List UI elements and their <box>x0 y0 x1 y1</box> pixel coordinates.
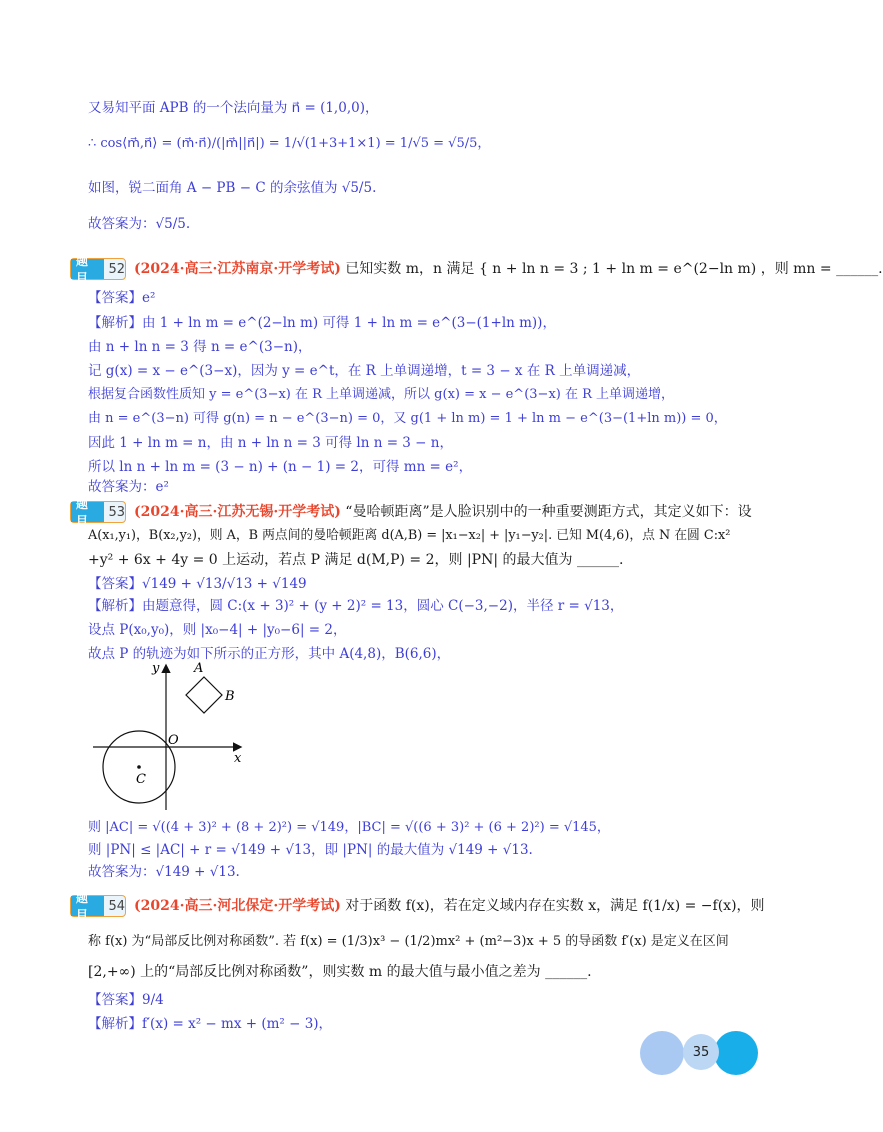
solution-line: 设点 P(x₀,y₀)，则 |x₀−4| + |y₀−6| = 2， <box>88 622 347 638</box>
answer-value: e² <box>142 290 156 306</box>
solution-text: 由 1 + ln m = e^(2−ln m) 可得 1 + ln m = e^(3−(1+ln m))， <box>142 315 556 331</box>
solution-line: 记 g(x) = x − e^(3−x)，因为 y = e^t，在 R 上单调递增，t = 3 − x 在 R 上单调递减， <box>88 363 641 379</box>
page-number: 35 <box>683 1034 719 1070</box>
solution-line: 如图，锐二面角 A − PB − C 的余弦值为 √5/5. <box>88 180 377 196</box>
question-stem: 已知实数 m，n 满足 { n + ln n = 3 ; 1 + ln m = e^(2−ln m) ，则 mn = ______. <box>345 261 883 277</box>
solution-line: 又易知平面 APB 的一个法向量为 n⃗ = (1,0,0)， <box>88 100 379 116</box>
solution-line: 故答案为：√149 + √13. <box>88 864 240 880</box>
answer-label: 【答案】 <box>88 576 142 592</box>
answer-label: 【答案】 <box>88 290 142 306</box>
question-tag-label: 题目 <box>71 502 104 522</box>
answer-value: 9/4 <box>142 992 164 1008</box>
question-52-header <box>134 259 883 279</box>
answer-line <box>88 288 155 308</box>
question-stem: +y² + 6x + 4y = 0 上运动，若点 P 满足 d(M,P) = 2，则 |PN| 的最大值为 ______. <box>88 552 624 568</box>
question-tag-label: 题目 <box>71 259 104 279</box>
coordinate-figure <box>88 660 258 815</box>
question-source: (2024·高三·江苏无锡·开学考试) <box>134 504 341 520</box>
decorative-circle <box>640 1031 684 1075</box>
solution-line: 则 |AC| = √((4 + 3)² + (8 + 2)²) = √149，|BC| = √((6 + 3)² + (6 + 2)²) = √145， <box>88 820 610 835</box>
question-tag <box>70 891 126 922</box>
analysis-label: 【解析】 <box>88 1016 142 1032</box>
solution-text: 由题意得，圆 C:(x + 3)² + (y + 2)² = 13，圆心 C(−3,−2)，半径 r = √13， <box>142 598 624 614</box>
question-tag <box>70 497 126 528</box>
question-54-header <box>134 896 765 916</box>
point-c-label: C <box>136 772 146 787</box>
question-53-header <box>134 502 752 522</box>
analysis-label: 【解析】 <box>88 598 142 614</box>
solution-line: 故答案为：√5/5. <box>88 216 191 232</box>
square-trajectory <box>186 677 222 713</box>
answer-line <box>88 990 164 1010</box>
answer-label: 【答案】 <box>88 992 142 1008</box>
solution-line: ∴ cos⟨m⃗,n⃗⟩ = (m⃗·n⃗)/(|m⃗||n⃗|) = 1/√(1+3+1×1) = 1/√5 = √5/5， <box>88 136 491 151</box>
center-point <box>137 765 141 769</box>
question-stem: 称 f(x) 为“局部反比例对称函数”. 若 f(x) = (1/3)x³ − (1/2)mx² + (m²−3)x + 5 的导函数 f′(x) 是定义在区间 <box>88 934 729 949</box>
point-a-label: A <box>194 661 204 676</box>
question-source: (2024·高三·河北保定·开学考试) <box>134 898 341 914</box>
solution-line: 故答案为：e² <box>88 479 169 495</box>
y-label: y <box>152 661 160 676</box>
solution-line <box>88 313 556 333</box>
question-stem: A(x₁,y₁)，B(x₂,y₂)，则 A，B 两点间的曼哈顿距离 d(A,B) = |x₁−x₂| + |y₁−y₂|. 已知 M(4,6)，点 N 在圆 C:x² <box>88 528 731 543</box>
solution-line: 则 |PN| ≤ |AC| + r = √149 + √13，即 |PN| 的最大值为 √149 + √13. <box>88 842 533 858</box>
question-stem: 对于函数 f(x)，若在定义域内存在实数 x，满足 f(1/x) = −f(x)，则 <box>345 898 765 914</box>
question-number: 54 <box>108 898 125 914</box>
solution-line <box>88 1014 332 1034</box>
question-stem: [2,+∞) 上的“局部反比例对称函数”，则实数 m 的最大值与最小值之差为 ______. <box>88 964 592 980</box>
point-b-label: B <box>225 689 235 704</box>
question-stem: “曼哈顿距离”是人脸识别中的一种重要测距方式，其定义如下：设 <box>345 504 752 520</box>
solution-line: 因此 1 + ln m = n，由 n + ln n = 3 可得 ln n = 3 − n， <box>88 435 453 451</box>
answer-value: √149 + √13/√13 + √149 <box>142 576 307 592</box>
solution-line: 由 n + ln n = 3 得 n = e^(3−n)， <box>88 339 312 355</box>
solution-line: 根据复合函数性质知 y = e^(3−x) 在 R 上单调递减，所以 g(x) = x − e^(3−x) 在 R 上单调递增， <box>88 387 675 402</box>
solution-line: 所以 ln n + ln m = (3 − n) + (n − 1) = 2，可得 mn = e²， <box>88 459 473 475</box>
question-number: 53 <box>108 504 125 520</box>
decorative-circle <box>714 1031 758 1075</box>
analysis-label: 【解析】 <box>88 315 142 331</box>
question-tag-label: 题目 <box>71 896 104 916</box>
solution-text: f′(x) = x² − mx + (m² − 3)， <box>142 1016 333 1032</box>
solution-line: 故点 P 的轨迹为如下所示的正方形，其中 A(4,8)，B(6,6)， <box>88 646 451 662</box>
x-label: x <box>234 751 242 766</box>
question-source: (2024·高三·江苏南京·开学考试) <box>134 261 341 277</box>
origin-label: O <box>168 733 179 748</box>
answer-line <box>88 574 307 594</box>
solution-line: 由 n = e^(3−n) 可得 g(n) = n − e^(3−n) = 0，又 g(1 + ln m) = 1 + ln m − e^(3−(1+ln m)) = 0， <box>88 411 727 426</box>
question-tag <box>70 254 126 285</box>
question-number: 52 <box>108 261 125 277</box>
solution-line <box>88 596 623 616</box>
